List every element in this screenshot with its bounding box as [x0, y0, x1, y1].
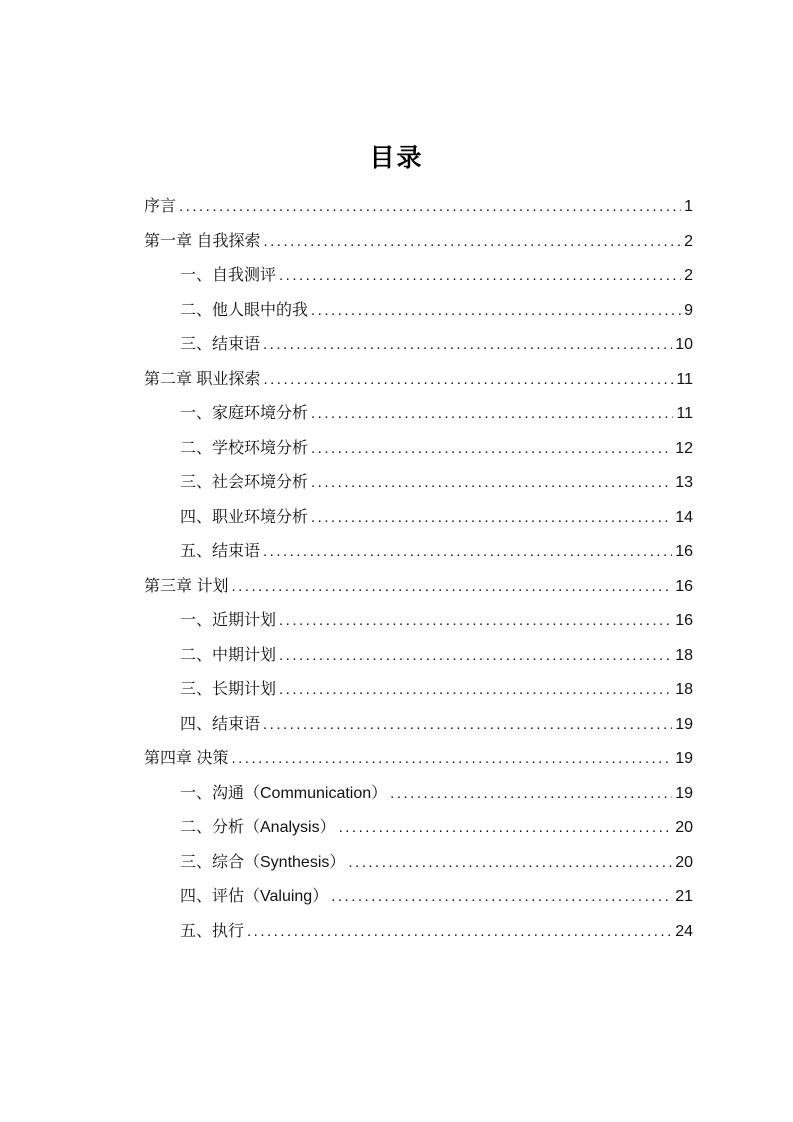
dot-leader [263, 363, 673, 398]
toc-row[interactable] [144, 501, 693, 536]
toc-row[interactable] [144, 570, 693, 605]
toc-entry-label: 三、结束语 [180, 336, 261, 353]
dot-leader [263, 535, 672, 570]
toc-row[interactable] [144, 294, 693, 329]
toc-entry-label: 第四章 决策 [144, 750, 229, 767]
dot-leader [279, 639, 672, 674]
dot-leader [348, 846, 672, 881]
toc-entry-label: 第二章 职业探索 [144, 370, 261, 388]
toc-row[interactable] [144, 777, 693, 812]
toc-row[interactable] [144, 673, 693, 708]
toc-entry-page: 1 [684, 198, 693, 215]
toc-row[interactable] [144, 466, 693, 501]
toc-entry-page: 10 [675, 336, 693, 353]
toc-entry-page: 19 [675, 750, 693, 767]
toc-entry-page: 18 [675, 646, 693, 664]
dot-leader [311, 397, 673, 432]
toc-entry-page: 20 [675, 853, 693, 871]
toc-entry-label: 二、中期计划 [180, 646, 277, 664]
toc-entry-label: 三、长期计划 [180, 681, 277, 698]
toc-entry-page: 16 [675, 612, 693, 629]
toc-entry-page: 2 [684, 267, 693, 284]
dot-leader [263, 328, 672, 363]
dot-leader [279, 673, 672, 708]
toc-row[interactable] [144, 190, 693, 225]
dot-leader [311, 294, 681, 329]
toc-entry-page: 16 [675, 577, 693, 595]
toc-entry-label: 三、综合（Synthesis） [180, 853, 346, 871]
dot-leader [263, 225, 681, 260]
dot-leader [390, 777, 672, 812]
toc-row[interactable] [144, 397, 693, 432]
toc-entry-label: 一、沟通（Communication） [180, 784, 388, 802]
toc-entry-label: 五、执行 [180, 922, 245, 940]
toc-entry-page: 19 [675, 784, 693, 802]
dot-leader [331, 880, 672, 915]
dot-leader [279, 259, 681, 294]
dot-leader [339, 811, 673, 846]
dot-leader [179, 190, 681, 225]
toc-row[interactable] [144, 432, 693, 467]
toc-entry-label: 四、评估（Valuing） [180, 888, 329, 905]
toc-entry-page: 21 [675, 888, 693, 905]
page-title: 目录 [369, 144, 424, 172]
toc-entry-label: 一、自我测评 [180, 267, 277, 284]
toc-entry-label: 一、家庭环境分析 [180, 405, 309, 422]
toc-entry-page: 9 [684, 301, 693, 319]
toc-row[interactable] [144, 880, 693, 915]
dot-leader [263, 708, 672, 743]
dot-leader [231, 570, 672, 605]
toc-entry-label: 一、近期计划 [180, 612, 277, 629]
toc-row[interactable] [144, 708, 693, 743]
toc-entry-page: 2 [684, 232, 693, 250]
toc-entry-label: 第三章 计划 [144, 577, 229, 595]
toc-entry-label: 五、结束语 [180, 543, 261, 560]
dot-leader [311, 466, 672, 501]
toc-row[interactable] [144, 604, 693, 639]
toc-entry-page: 14 [675, 508, 693, 526]
toc-entry-page: 13 [675, 474, 693, 491]
toc-row[interactable] [144, 639, 693, 674]
toc-entry-page: 24 [675, 922, 693, 940]
toc-entry-page: 11 [676, 405, 693, 422]
toc-entry-label: 二、分析（Analysis） [180, 819, 336, 836]
toc-entry-page: 19 [675, 715, 693, 733]
toc-entry-label: 四、职业环境分析 [180, 508, 309, 526]
dot-leader [231, 742, 672, 777]
toc-row[interactable] [144, 846, 693, 881]
toc-entry-page: 16 [675, 543, 693, 560]
dot-leader [247, 915, 672, 950]
toc-row[interactable] [144, 328, 693, 363]
toc-entry-page: 12 [675, 439, 693, 457]
toc-entry-label: 四、结束语 [180, 715, 261, 733]
toc-entry-label: 第一章 自我探索 [144, 232, 261, 250]
toc-row[interactable] [144, 811, 693, 846]
toc-entry-label: 序言 [144, 198, 177, 215]
dot-leader [311, 501, 672, 536]
toc-row[interactable] [144, 915, 693, 950]
toc-entry-page: 20 [675, 819, 693, 836]
toc-list [144, 190, 693, 949]
toc-entry-page: 11 [676, 370, 693, 388]
toc-entry-page: 18 [675, 681, 693, 698]
toc-row[interactable] [144, 259, 693, 294]
toc-row[interactable] [144, 363, 693, 398]
toc-entry-label: 三、社会环境分析 [180, 474, 309, 491]
toc-entry-label: 二、学校环境分析 [180, 439, 309, 457]
toc-row[interactable] [144, 225, 693, 260]
toc-row[interactable] [144, 535, 693, 570]
toc-row[interactable] [144, 742, 693, 777]
toc-entry-label: 二、他人眼中的我 [180, 301, 309, 319]
dot-leader [279, 604, 672, 639]
dot-leader [311, 432, 672, 467]
